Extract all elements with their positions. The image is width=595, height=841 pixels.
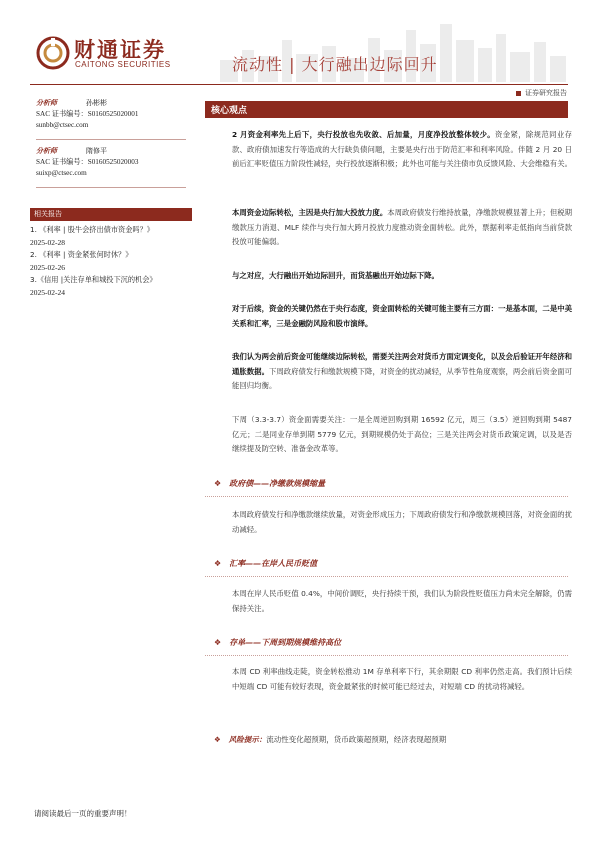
section-heading-gov-bonds	[214, 478, 325, 489]
diamond-bullet-icon: ❖	[214, 479, 222, 488]
section-heading-fx	[214, 558, 317, 569]
related-reports-list	[30, 224, 198, 299]
company-name-en: CAITONG SECURITIES	[75, 60, 171, 69]
analyst-role: 分析师	[36, 147, 57, 155]
caitong-logo-icon	[36, 36, 70, 70]
disclaimer-note: 请阅读最后一页的重要声明！	[34, 809, 132, 818]
related-report-date: 2025-02-24	[30, 287, 65, 297]
diamond-bullet-icon: ❖	[214, 638, 222, 647]
section-title: 政府债——净缴款规模缩量	[229, 479, 326, 488]
analyst-sac: SAC 证书编号：S0160525020001	[36, 110, 139, 118]
core-paragraph-5	[232, 350, 572, 394]
related-report-title[interactable]: 3.《信用 |关注存单和城投下沉的机会》	[30, 275, 157, 284]
analyst-2	[36, 146, 138, 179]
core-views-label: 核心观点	[211, 106, 248, 116]
related-report-title[interactable]: 1. 《利率 | 股牛会挤出债市资金吗？》	[30, 225, 154, 234]
core-p3-lead: 与之对应，大行融出开始边际回升，而货基融出开始边际下降。	[232, 271, 439, 280]
section-divider	[205, 576, 568, 577]
analyst-sac: SAC 证书编号：S0160525020003	[36, 158, 139, 166]
core-p5-lead: 我们认为两会前后资金可能继续边际转松，需要关注两会对货币方面定调变化，以及会后验证开年经济和通胀数据。	[232, 352, 572, 376]
section-title: 存单——下周到期规模维持高位	[229, 638, 342, 647]
diamond-bullet-icon: ❖	[214, 735, 221, 744]
section-body-fx: 本周在岸人民币贬值 0.4%，中间价调贬，央行持续干预，我们认为阶段性贬值压力尚未完全解除，仍需保持关注。	[232, 589, 572, 613]
analyst-role: 分析师	[36, 99, 57, 107]
related-report-date: 2025-02-28	[30, 237, 65, 247]
badge-square-icon	[516, 91, 521, 96]
report-title: 流动性 | 大行融出边际回升	[232, 55, 438, 74]
section-body-gov-bonds: 本周政府债发行和净缴款继续放量，对资金形成压力；下周政府债发行和净缴款规模回落，对资金面的扰动减轻。	[232, 510, 572, 534]
section-body-cd: 本周 CD 利率曲线走陡，资金转松推动 1M 存单利率下行，其余期限 CD 利率仍然走高。我们预计后续中短端 CD 可能有较好表现，资金最紧张的时候可能已经过去，对短端 CD 的扰动将减轻。	[232, 667, 572, 691]
core-p2-body: 本周政府债发行维持放量，净缴款规模显著上升；但税期缴款压力消退、MLF 续作与央行加大跨月投放力度推动资金面转松。此外，票据利率走低指向当前贷款投放可能偏弱。	[232, 208, 572, 246]
related-report-date: 2025-02-26	[30, 262, 65, 272]
analyst-email[interactable]: sunbb@ctsec.com	[36, 121, 89, 129]
analyst-divider	[36, 139, 186, 140]
related-reports-heading: 相关报告	[30, 208, 192, 221]
core-paragraph-6	[232, 413, 572, 457]
core-paragraph-4	[232, 302, 572, 331]
badge-label: 证券研究报告	[525, 89, 567, 97]
header-divider	[30, 84, 568, 85]
core-paragraph-1	[232, 128, 572, 172]
risk-label: 风险提示：	[228, 735, 267, 744]
diamond-bullet-icon: ❖	[214, 559, 222, 568]
related-report-title[interactable]: 2. 《利率 | 资金紧张何时休？》	[30, 250, 133, 259]
risk-warning	[214, 734, 446, 745]
company-name-cn: 财通证券	[74, 38, 166, 62]
analyst-email[interactable]: suixp@ctsec.com	[36, 169, 87, 177]
core-views-heading	[205, 101, 568, 118]
section-heading-cd	[214, 637, 341, 648]
core-p1-body: 资金紧，除规范同业存款、政府债加速发行等造成的大行缺负债问题，主要是央行出于防范汇率和利率风险。伴随 2 月 20 日前后汇率贬值压力阶段性减轻，央行投放逐渐积极；此外也可能与关注债市负反馈风险、大会维稳有关。	[232, 130, 572, 168]
core-paragraph-3	[232, 269, 572, 284]
analyst-name: 隋修平	[86, 147, 107, 155]
core-p5-body: 下周政府债发行和缴款规模下降，对资金的扰动减轻，从季节性角度观察，两会前后资金面可能回归均衡。	[232, 366, 572, 390]
report-type-badge	[516, 88, 567, 98]
core-p4-lead: 对于后续，资金的关键仍然在于央行态度，资金面转松的关键可能主要有三方面：一是基本面，二是中美关系和汇率，三是金融防风险和股市演绎。	[232, 304, 572, 328]
core-paragraph-2	[232, 206, 572, 250]
section-divider	[205, 655, 568, 656]
core-p1-lead: 2 月资金利率先上后下，央行投放也先收敛、后加量，月度净投放整体较少。	[232, 130, 496, 139]
core-p2-lead: 本周资金边际转松，主因是央行加大投放力度。	[232, 208, 388, 217]
section-title: 汇率——在岸人民币贬值	[229, 559, 318, 568]
analyst-name: 孙彬彬	[86, 99, 107, 107]
risk-text: 流动性变化超预期，货币政策超预期，经济表现超预期	[266, 735, 447, 744]
analyst-divider	[36, 187, 186, 188]
section-divider	[205, 496, 568, 497]
report-header	[0, 0, 595, 90]
core-p6-body: 下周（3.3-3.7）资金面需要关注：一是全周逆回购到期 16592 亿元，周三（3.5）逆回购到期 5487 亿元；二是同业存单到期 5779 亿元，到期规模仍处于高位；三是关注两会对货币政策定调，以及是否继续提及防空转、准备金改革等。	[232, 415, 572, 453]
analyst-1	[36, 98, 138, 131]
